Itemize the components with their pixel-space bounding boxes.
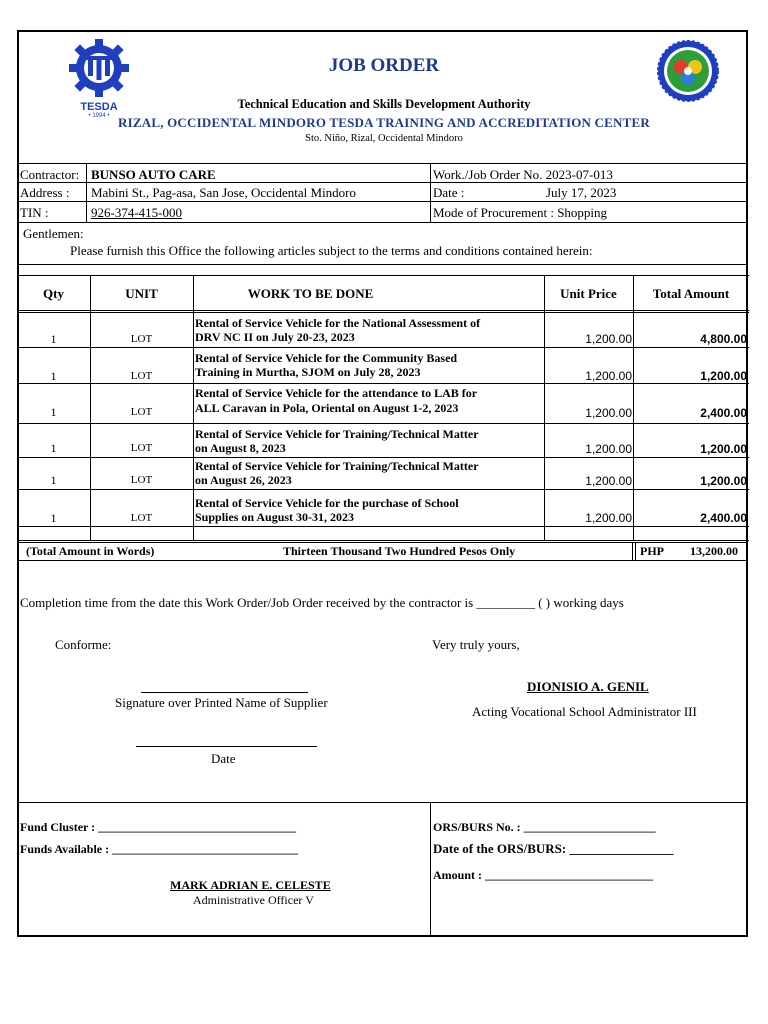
divider — [17, 542, 748, 543]
grand-total: 13,200.00 — [690, 544, 738, 558]
table-rule — [17, 526, 749, 527]
row-description: DRV NC II on July 20-23, 2023 — [195, 330, 355, 344]
table-rule — [17, 540, 749, 541]
row-unit: LOT — [130, 512, 153, 524]
contractor-label: Contractor: — [20, 167, 80, 182]
row-unit-price: 1,200.00 — [585, 511, 632, 525]
row-unit-price: 1,200.00 — [585, 332, 632, 346]
row-unit: LOT — [130, 442, 153, 454]
divider — [17, 560, 748, 561]
agency-name: Technical Education and Skills Development Authority — [237, 97, 531, 111]
divider — [17, 201, 748, 202]
conforme-label: Conforme: — [55, 637, 112, 652]
table-rule — [17, 275, 749, 276]
row-unit-price: 1,200.00 — [585, 442, 632, 456]
divider — [430, 163, 431, 222]
total-words-label: (Total Amount in Words) — [26, 544, 155, 558]
table-rule — [17, 457, 749, 458]
row-description: Rental of Service Vehicle for the attendance to LAB for — [195, 386, 478, 400]
table-rule — [17, 312, 749, 313]
row-qty: 1 — [50, 332, 57, 346]
col-header-qty: Qty — [43, 286, 64, 301]
center-name: RIZAL, OCCIDENTAL MINDORO TESDA TRAINING AND ACCREDITATION CENTER — [118, 115, 650, 130]
row-qty: 1 — [50, 473, 57, 487]
row-unit: LOT — [130, 474, 153, 486]
row-description: Rental of Service Vehicle for Training/Technical Matter — [195, 459, 479, 473]
row-description: Rental of Service Vehicle for the purchase of School — [195, 496, 459, 510]
table-rule — [17, 383, 749, 384]
procurement-mode: Mode of Procurement : Shopping — [433, 205, 608, 220]
completion-text: Completion time from the date this Work Order/Job Order received by the contractor is _________ ( ) working days — [20, 595, 624, 610]
row-total: 1,200.00 — [700, 442, 747, 456]
row-description: Rental of Service Vehicle for Training/Technical Matter — [195, 427, 479, 441]
col-header-work: WORK TO BE DONE — [247, 286, 374, 301]
row-qty: 1 — [50, 441, 57, 455]
row-total: 1,200.00 — [700, 369, 747, 383]
row-unit: LOT — [130, 406, 153, 418]
items-table — [17, 275, 749, 541]
order-date: July 17, 2023 — [546, 185, 617, 200]
col-header-total: Total Amount — [652, 286, 730, 301]
col-header-unit-price: Unit Price — [560, 286, 617, 301]
currency-label: PHP — [640, 544, 664, 558]
row-description: on August 8, 2023 — [195, 441, 286, 455]
greeting: Gentlemen: — [23, 226, 84, 241]
divider — [17, 264, 748, 265]
row-total: 2,400.00 — [700, 406, 747, 420]
date-label: Date : — [433, 185, 465, 200]
letter-body: Please furnish this Office the following articles subject to the terms and conditions contained herein: — [70, 243, 593, 258]
row-unit-price: 1,200.00 — [585, 369, 632, 383]
row-description: ALL Caravan in Pola, Oriental on August 1-2, 2023 — [195, 401, 459, 415]
row-qty: 1 — [50, 405, 57, 419]
divider — [635, 542, 636, 560]
table-rule — [17, 489, 749, 490]
row-description: Training in Murtha, SJOM on July 28, 2023 — [195, 365, 421, 379]
row-description: Supplies on August 30-31, 2023 — [195, 510, 355, 524]
date-line — [136, 746, 317, 747]
row-unit-price: 1,200.00 — [585, 406, 632, 420]
divider — [86, 163, 87, 222]
funds-available-field: Funds Available : _______________________________ — [20, 842, 299, 856]
divider — [632, 542, 633, 560]
row-total: 1,200.00 — [700, 474, 747, 488]
center-address: Sto. Niño, Rizal, Occidental Mindoro — [305, 133, 463, 144]
ors-date-field: Date of the ORS/BURS: ________________ — [433, 841, 674, 856]
row-qty: 1 — [50, 369, 57, 383]
closing-label: Very truly yours, — [432, 637, 520, 652]
officer-name: MARK ADRIAN E. CELESTE — [170, 878, 331, 892]
officer-title: Administrative Officer V — [193, 893, 314, 907]
tin-label: TIN : — [20, 205, 49, 220]
address-label: Address : — [20, 185, 70, 200]
tesda-logo-text: TESDA — [80, 101, 118, 113]
table-rule — [17, 423, 749, 424]
divider — [430, 802, 431, 937]
divider — [17, 802, 748, 803]
official-name: DIONISIO A. GENIL — [527, 679, 649, 694]
date-signature-label: Date — [211, 751, 236, 766]
row-unit: LOT — [130, 370, 153, 382]
supplier-signature-label: Signature over Printed Name of Supplier — [115, 695, 328, 710]
official-title: Acting Vocational School Administrator III — [472, 704, 697, 719]
signature-line — [141, 692, 308, 693]
col-header-unit: UNIT — [125, 286, 158, 301]
table-rule — [17, 310, 749, 311]
row-description: Rental of Service Vehicle for the Community Based — [195, 351, 458, 365]
job-order-number: Work./Job Order No. 2023-07-013 — [433, 167, 613, 182]
tin-value: 926-374-415-000 — [91, 205, 182, 220]
row-qty: 1 — [50, 511, 57, 525]
row-total: 2,400.00 — [700, 511, 747, 525]
tesda-logo-year: • 1994 • — [88, 113, 110, 119]
divider — [17, 163, 748, 164]
table-rule — [193, 275, 194, 541]
ors-number-field: ORS/BURS No. : ______________________ — [433, 820, 656, 834]
row-unit: LOT — [130, 333, 153, 345]
fund-cluster-field: Fund Cluster : _________________________________ — [20, 820, 297, 834]
divider — [17, 222, 748, 223]
row-unit-price: 1,200.00 — [585, 474, 632, 488]
row-total: 4,800.00 — [700, 332, 747, 346]
table-rule — [17, 347, 749, 348]
amount-field: Amount : ____________________________ — [433, 868, 654, 882]
total-words: Thirteen Thousand Two Hundred Pesos Only — [283, 544, 516, 558]
contractor-address: Mabini St., Pag-asa, San Jose, Occidental Mindoro — [91, 185, 357, 200]
row-description: on August 26, 2023 — [195, 473, 292, 487]
document-title: JOB ORDER — [328, 55, 440, 76]
contractor-name: BUNSO AUTO CARE — [91, 167, 216, 182]
row-description: Rental of Service Vehicle for the National Assessment of — [195, 316, 481, 330]
